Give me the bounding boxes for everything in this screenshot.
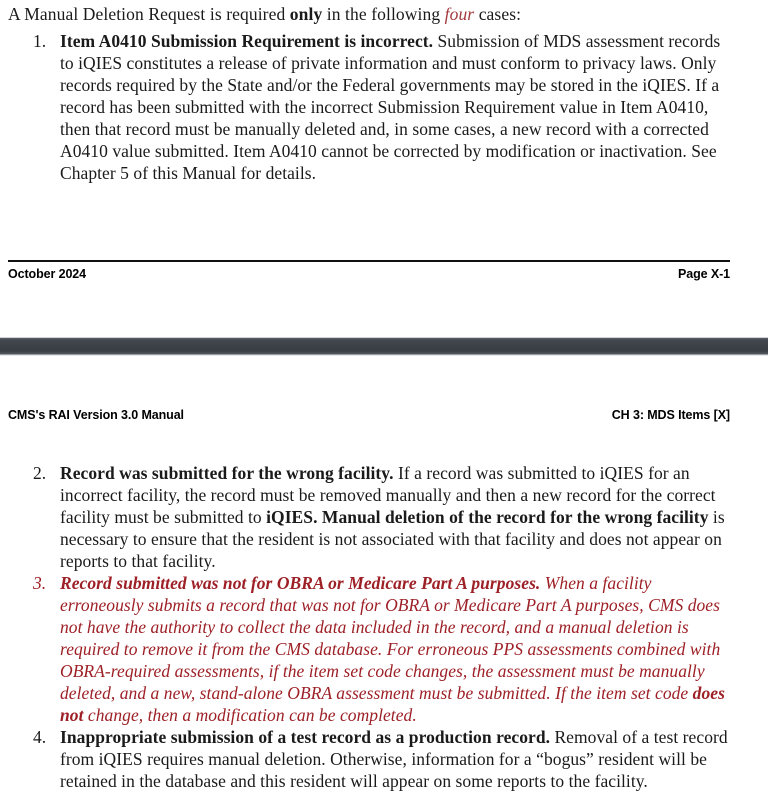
list-item-body <box>60 572 738 726</box>
list-item-number: 1. <box>33 31 47 51</box>
list-item-text-a: When a facility erroneously submits a record that was not for OBRA or Medicare Part A purposes, CMS does not have the authority to collect the data included in the record, and a manual deletion is required to remove it from the CMS database. For erroneous PPS assessments combined with OBRA-required assessments, if the item set code changes, the assessment must be manually deleted, and a new, stand-alone OBRA assessment must be submitted. If the item set code <box>60 573 721 703</box>
footer-date: October 2024 <box>8 267 87 281</box>
list-item-text-bold: iQIES. Manual deletion of the record for the wrong facility <box>266 507 709 527</box>
list-item-number: 2. <box>33 463 47 483</box>
page-separator-band <box>0 337 768 356</box>
list-item-text-c: is necessary to ensure that the resident is not associated with that facility and does not appear on reports to that facility. <box>60 507 725 571</box>
intro-part-3: cases: <box>474 4 522 24</box>
intro-emphasis-only: only <box>289 4 323 24</box>
list-item <box>0 726 740 792</box>
page-one-footer <box>8 260 730 281</box>
list-item <box>0 30 740 184</box>
list-item-body <box>60 30 732 184</box>
list-item <box>0 462 740 572</box>
list-item-text: Removal of a test record from iQIES requires manual deletion. Otherwise, information for a “bogus” resident will be retained in the database and this resident will appear on some reports to the facility. <box>60 727 728 791</box>
footer-divider <box>8 260 730 262</box>
page-two <box>0 356 768 812</box>
intro-part-2: in the following <box>322 4 445 24</box>
list-item-body <box>60 462 735 572</box>
list-item-text-a: If a record was submitted to iQIES for an incorrect facility, the record must be removed manually and then a new record for the correct facility must be submitted to <box>60 463 716 527</box>
list-item-text: Submission of MDS assessment records to iQIES constitutes a release of private information and must conform to privacy laws. Only records required by the State and/or the Federal governments may be stored in the iQIES. If a record has been submitted with the incorrect Submission Requirement value in Item A0410, then that record must be manually deleted and, in some cases, a new record with a corrected A0410 value submitted. Item A0410 cannot be corrected by modification or inactivation. See Chapter 5 of this Manual for details. <box>60 31 721 183</box>
footer-row <box>8 267 730 281</box>
list-item-heading: Inappropriate submission of a test record as a production record. <box>60 727 551 747</box>
page-one <box>0 0 768 337</box>
deletion-reason-list-part-1 <box>0 30 740 184</box>
deletion-reason-list-part-2 <box>0 462 740 792</box>
list-item-heading: Record submitted was not for OBRA or Medicare Part A purposes. <box>60 573 541 593</box>
list-item-heading: Record was submitted for the wrong facility. <box>60 463 394 483</box>
list-item-text-c: change, then a modification can be completed. <box>83 705 417 725</box>
list-item-heading: Item A0410 Submission Requirement is incorrect. <box>60 31 434 51</box>
list-item <box>0 572 740 726</box>
intro-emphasis-four: four <box>444 4 475 24</box>
list-item-number: 4. <box>33 727 47 747</box>
intro-sentence <box>8 3 521 25</box>
list-item-number: 3. <box>33 573 47 593</box>
page-two-header <box>8 408 730 422</box>
header-manual-title: CMS's RAI Version 3.0 Manual <box>8 408 184 422</box>
intro-part-1: A Manual Deletion Request is required <box>8 4 290 24</box>
list-item-text-bold: does not <box>60 683 725 725</box>
footer-page-number: Page X-1 <box>677 267 730 281</box>
list-item-body <box>60 726 732 792</box>
header-chapter-label: CH 3: MDS Items [X] <box>611 408 730 422</box>
